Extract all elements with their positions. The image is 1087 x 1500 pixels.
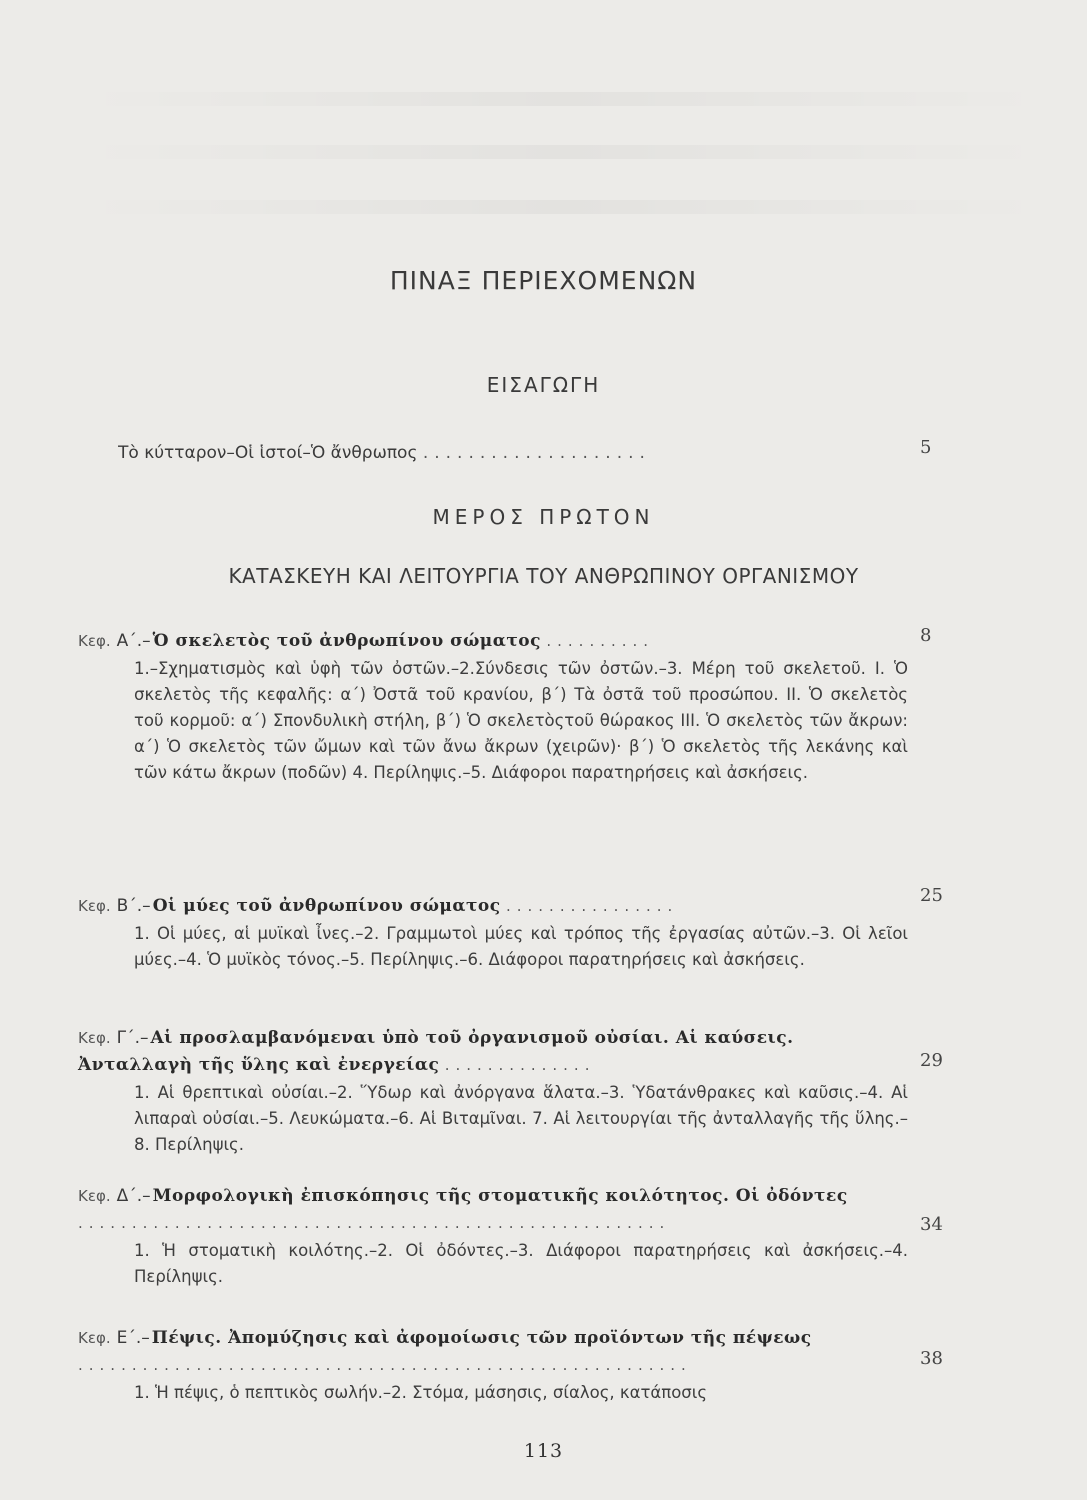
chapter-number: Α΄.– <box>116 631 151 651</box>
chapter-contents: 1. Οἱ μύες, αἱ μυϊκαὶ ἶνες.–2. Γραμμωτοὶ μύες καὶ τρόπος τῆς ἐργασίας αὐτῶν.–3. Οἱ λεῖοι μύες.–4. Ὁ μυϊκὸς τόνος.–5. Περίληψις.–6. Διάφοροι παρατηρήσεις καὶ ἀσκήσεις. <box>134 924 908 969</box>
chapter-entry[interactable] <box>78 1183 908 1290</box>
part-subtitle: ΚΑΤΑΣΚΕΥΗ ΚΑΙ ΛΕΙΤΟΥΡΓΙΑ ΤΟΥ ΑΝΘΡΩΠΙΝΟΥ ΟΡΓΑΝΙΣΜΟΥ <box>228 564 859 588</box>
chapter-contents: 1. Ἡ πέψις, ὁ πεπτικὸς σωλήν.–2. Στόμα, μάσησις, σίαλος, κατάποσις <box>134 1383 708 1402</box>
leader-dots: .................... <box>422 443 651 463</box>
chapter-entry[interactable] <box>78 1025 908 1158</box>
intro-page-number: 5 <box>920 437 932 458</box>
chapter-page-number: 38 <box>920 1348 943 1369</box>
chapter-heading <box>78 1325 908 1379</box>
chapter-heading <box>78 1183 908 1237</box>
chapter-number: Δ΄.– <box>116 1186 151 1206</box>
page-title: ΠΙΝΑΞ ΠΕΡΙΕΧΟΜΕΝΩΝ <box>389 266 698 295</box>
chapter-entry[interactable] <box>78 893 908 973</box>
chapter-page-number: 25 <box>920 885 943 906</box>
chapter-label: Κεφ. <box>78 1187 111 1205</box>
chapter-title: Μορφολογικὴ ἐπισκόπησις τῆς στοματικῆς κοιλότητος. Οἱ ὀδόντες <box>152 1186 848 1206</box>
chapter-contents: 1. Αἱ θρεπτικαὶ οὐσίαι.–2. Ὕδωρ καὶ ἀνόργανα ἅλατα.–3. Ὑδατάνθρακες καὶ καῦσις.–4. Αἱ λιπαραὶ οὐσίαι.–5. Λευκώματα.–6. Αἱ Βιταμῖναι. 7. Αἱ λειτουργίαι τῆς ἀνταλλαγῆς τῆς ὕλης.–8. Περίληψις. <box>134 1083 908 1154</box>
leader-dots: ......................................................... <box>78 1356 692 1374</box>
chapter-entry[interactable] <box>78 1325 908 1406</box>
chapter-entry[interactable] <box>78 628 908 786</box>
page-folio: 113 <box>523 1440 564 1462</box>
chapter-title: Πέψις. Ἀπομύζησις καὶ ἀφομοίωσις τῶν προϊόντων τῆς πέψεως <box>151 1328 812 1348</box>
chapter-label: Κεφ. <box>78 897 111 915</box>
bleed-through <box>80 200 1047 214</box>
chapter-number: Β΄.– <box>116 896 151 916</box>
leader-dots: .......... <box>546 632 655 650</box>
chapter-label: Κεφ. <box>78 1329 111 1347</box>
chapter-contents: 1.–Σχηματισμὸς καὶ ὑφὴ τῶν ὀστῶν.–2.Σύνδεσις τῶν ὀστῶν.–3. Μέρη τοῦ σκελετοῦ. I. Ὁ σκελετὸς τῆς κεφαλῆς: α΄) Ὀστᾶ τοῦ κρανίου, β΄) Τὰ ὀστᾶ τοῦ προσώπου. II. Ὁ σκελετὸς τοῦ κορμοῦ: α΄) Σπονδυλικὴ στήλη, β΄) Ὁ σκελετὸςτοῦ θώρακος III. Ὁ σκελετὸς τῶν ἄκρων: α΄) Ὁ σκελετὸς τῶν ὤμων καὶ τῶν ἄνω ἄκρων (χειρῶν)· β΄) Ὁ σκελετὸς τῆς λεκάνης καὶ τῶν κάτω ἄκρων (ποδῶν) 4. Περίληψις.–5. Διάφοροι παρατηρήσεις καὶ ἀσκήσεις. <box>134 659 908 782</box>
chapter-number: Ε΄.– <box>116 1328 150 1348</box>
chapter-page-number: 8 <box>920 625 932 646</box>
intro-entry-text: Τὸ κύτταρον–Οἱ ἱστοί–Ὁ ἄνθρωπος <box>118 443 418 463</box>
chapter-label: Κεφ. <box>78 1029 111 1047</box>
chapter-heading <box>78 1025 908 1079</box>
bleed-through <box>80 145 1047 159</box>
chapter-contents: 1. Ἡ στοματικὴ κοιλότης.–2. Οἱ ὀδόντες.–3. Διάφοροι παρατηρήσεις καὶ ἀσκήσεις.–4. Περίληψις. <box>134 1241 908 1286</box>
chapter-heading <box>78 628 908 655</box>
chapter-title: Αἱ προσλαμβανόμεναι ὑπὸ τοῦ ὀργανισμοῦ οὐσίαι. Αἱ καύσεις. Ἀνταλλαγὴ τῆς ὕλης καὶ ἐνεργείας <box>78 1028 794 1075</box>
chapter-title: Ὁ σκελετὸς τοῦ ἀνθρωπίνου σώματος <box>152 631 541 651</box>
leader-dots: ................ <box>505 897 679 915</box>
intro-heading: ΕΙΣΑΓΩΓΗ <box>486 373 601 397</box>
chapter-page-number: 34 <box>920 1214 943 1235</box>
part-title: ΜΕΡΟΣ ΠΡΩΤΟΝ <box>432 505 655 529</box>
bleed-through <box>80 92 1047 106</box>
chapter-title: Οἱ μύες τοῦ ἀνθρωπίνου σώματος <box>152 896 501 916</box>
chapter-number: Γ΄.– <box>116 1028 149 1048</box>
chapter-heading <box>78 893 908 920</box>
chapter-page-number: 29 <box>920 1050 943 1071</box>
leader-dots: .............. <box>444 1056 596 1074</box>
chapter-label: Κεφ. <box>78 632 111 650</box>
leader-dots: ....................................................... <box>78 1214 671 1232</box>
intro-entry[interactable] <box>118 440 890 466</box>
